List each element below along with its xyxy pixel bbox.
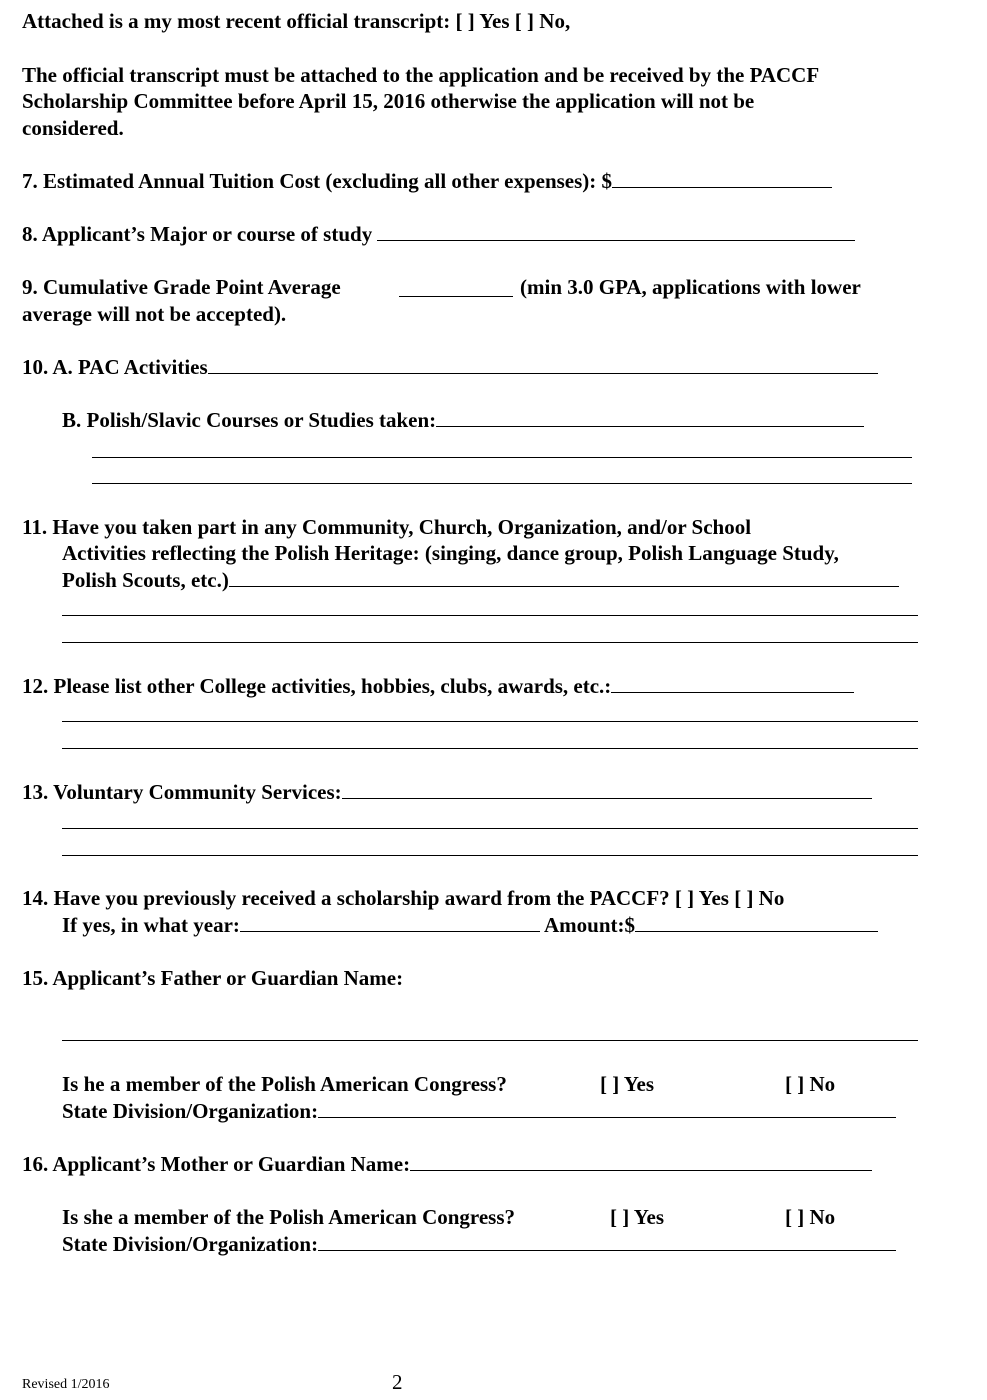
q12-label: 12. Please list other College activities, hobbies, clubs, awards, etc.: xyxy=(22,674,612,698)
q8-label: 8. Applicant’s Major or course of study xyxy=(22,222,378,246)
college-activities-field[interactable] xyxy=(611,673,854,693)
q14-row-2 xyxy=(62,912,878,938)
transcript-note-1: The official transcript must be attached to the application and be received by the PACCF xyxy=(22,63,820,87)
q13-row xyxy=(22,779,872,805)
community-services-line-3[interactable] xyxy=(62,855,918,856)
college-activities-line-3[interactable] xyxy=(62,748,918,749)
q14-line-1: 14. Have you previously received a scholarship award from the PACCF? [ ] Yes [ ] No xyxy=(22,886,785,910)
q11-line-3: Polish Scouts, etc.) xyxy=(62,568,229,592)
q14-year-label: If yes, in what year: xyxy=(62,913,240,937)
page-number: 2 xyxy=(392,1370,403,1394)
award-year-field[interactable] xyxy=(240,912,540,932)
q12-row xyxy=(22,673,854,699)
q10a-label: 10. A. PAC Activities xyxy=(22,355,208,379)
transcript-line: Attached is a my most recent official transcript: [ ] Yes [ ] No, xyxy=(22,9,571,33)
q15-state-row xyxy=(62,1098,896,1124)
q16-member-question: Is she a member of the Polish American Congress? xyxy=(62,1205,516,1229)
major-field[interactable] xyxy=(377,221,855,241)
q7-label: 7. Estimated Annual Tuition Cost (excluding all other expenses): $ xyxy=(22,169,613,193)
community-services-field[interactable] xyxy=(342,779,872,799)
mother-state-division-field[interactable] xyxy=(318,1231,896,1251)
q11-line-2: Activities reflecting the Polish Heritage: (singing, dance group, Polish Language Study, xyxy=(62,541,839,565)
q15-yes-checkbox[interactable]: [ ] Yes xyxy=(600,1072,655,1096)
pac-activities-field[interactable] xyxy=(208,354,878,374)
q16-row xyxy=(22,1151,872,1177)
q15-member-question: Is he a member of the Polish American Congress? xyxy=(62,1072,507,1096)
q10b-row xyxy=(62,407,864,433)
q9-label: 9. Cumulative Grade Point Average xyxy=(22,275,341,299)
q15-state-label: State Division/Organization: xyxy=(62,1099,319,1123)
q8-row xyxy=(22,221,855,247)
q16-yes-checkbox[interactable]: [ ] Yes xyxy=(610,1205,665,1229)
q14-amount-label: Amount:$ xyxy=(539,913,636,937)
q16-label: 16. Applicant’s Mother or Guardian Name: xyxy=(22,1152,411,1176)
q7-row xyxy=(22,168,832,194)
polish-courses-line-3[interactable] xyxy=(92,483,912,484)
q11-line-1: 11. Have you taken part in any Community, Church, Organization, and/or School xyxy=(22,515,752,539)
q15-no-checkbox[interactable]: [ ] No xyxy=(785,1072,836,1096)
q16-no-checkbox[interactable]: [ ] No xyxy=(785,1205,836,1229)
q9-note: (min 3.0 GPA, applications with lower xyxy=(520,275,861,299)
heritage-activities-field[interactable] xyxy=(229,567,899,587)
q10b-label: B. Polish/Slavic Courses or Studies taken: xyxy=(62,408,437,432)
q9-note-2: average will not be accepted). xyxy=(22,302,287,326)
q11-row xyxy=(62,567,899,593)
community-services-line-2[interactable] xyxy=(62,828,918,829)
q10a-row xyxy=(22,354,878,380)
father-name-field[interactable] xyxy=(62,1040,918,1041)
q16-state-row xyxy=(62,1231,896,1257)
q13-label: 13. Voluntary Community Services: xyxy=(22,780,342,804)
q15-label: 15. Applicant’s Father or Guardian Name: xyxy=(22,966,404,990)
revised-note: Revised 1/2016 xyxy=(22,1377,110,1392)
gpa-field[interactable] xyxy=(399,296,513,297)
polish-courses-field[interactable] xyxy=(436,407,864,427)
q16-state-label: State Division/Organization: xyxy=(62,1232,319,1256)
college-activities-line-2[interactable] xyxy=(62,721,918,722)
heritage-activities-line-2[interactable] xyxy=(62,615,918,616)
heritage-activities-line-3[interactable] xyxy=(62,642,918,643)
transcript-note-2: Scholarship Committee before April 15, 2016 otherwise the application will not be xyxy=(22,89,755,113)
transcript-note-3: considered. xyxy=(22,116,124,140)
award-amount-field[interactable] xyxy=(635,912,878,932)
father-state-division-field[interactable] xyxy=(318,1098,896,1118)
tuition-cost-field[interactable] xyxy=(612,168,832,188)
mother-name-field[interactable] xyxy=(410,1151,872,1171)
polish-courses-line-2[interactable] xyxy=(92,457,912,458)
